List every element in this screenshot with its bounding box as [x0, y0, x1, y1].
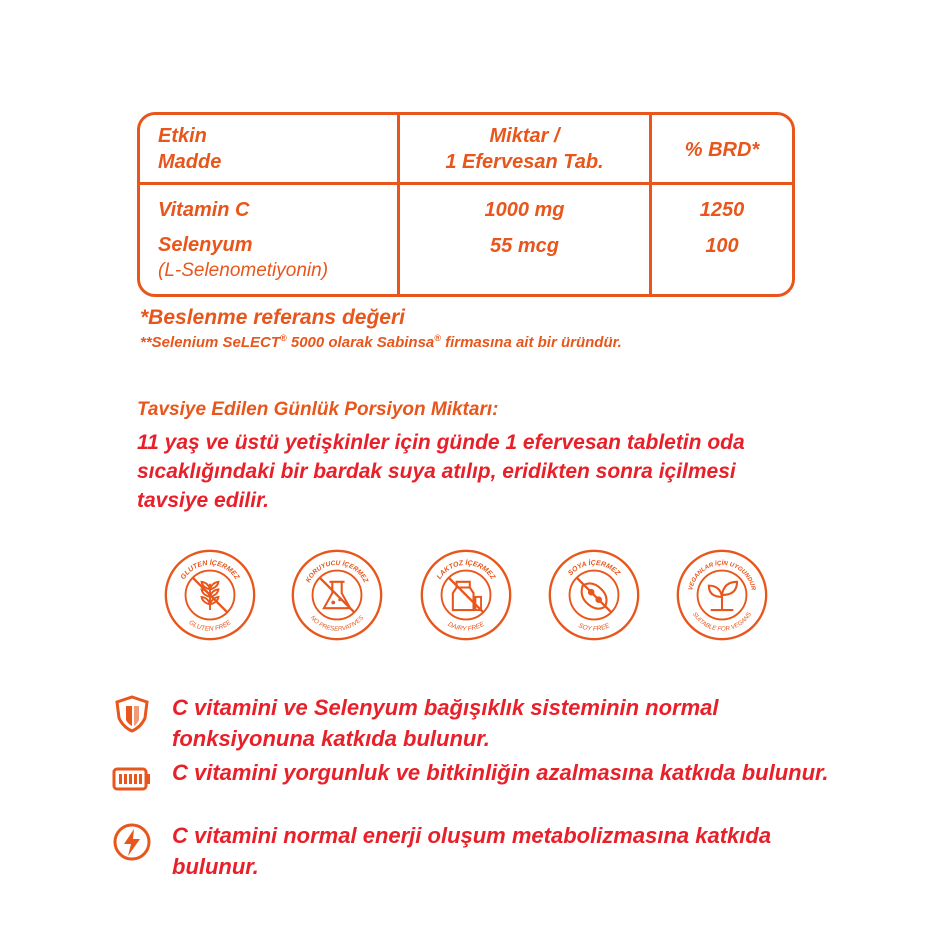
row-amount: 1000 mg [484, 199, 565, 221]
svg-text:GLUTEN İÇERMEZ: GLUTEN İÇERMEZ [179, 559, 241, 581]
svg-text:SOY FREE: SOY FREE [577, 622, 611, 633]
row-subname: (L-Selenometiyonin) [158, 260, 329, 281]
svg-text:DAIRY FREE: DAIRY FREE [446, 620, 486, 633]
vegan-badge [675, 548, 769, 642]
row-amount: 55 mcg [490, 235, 559, 257]
benefit-text: C vitamini yorgunluk ve bitkinliğin azalmasına katkıda bulunur. [172, 760, 829, 785]
svg-text:KORUYUCU İÇERMEZ: KORUYUCU İÇERMEZ [304, 559, 370, 584]
reference-note: *Beslenme referans değeri [140, 306, 405, 329]
row-brd: 1250 [699, 199, 745, 221]
header-brd: % BRD* [684, 139, 760, 161]
svg-text:LAKTOZ İÇERMEZ: LAKTOZ İÇERMEZ [435, 559, 497, 581]
gluten-free-badge [163, 548, 257, 642]
row-name: Selenyum [158, 234, 253, 256]
row-brd: 100 [705, 235, 739, 257]
shield-icon [112, 694, 152, 734]
milk-icon [419, 548, 513, 642]
svg-text:GLUTEN FREE: GLUTEN FREE [187, 619, 233, 633]
selenium-note: **Selenium SeLECT® 5000 olarak Sabinsa® firmasına ait bir üründür. [140, 333, 622, 351]
benefit-energy [112, 820, 852, 882]
svg-text:NO PRESERVATIVES: NO PRESERVATIVES [308, 614, 366, 633]
energy-bolt-icon [112, 822, 152, 862]
soybean-icon [547, 548, 641, 642]
flask-icon [290, 548, 384, 642]
benefit-text: C vitamini normal enerji oluşum metabolizmasına katkıda bulunur. [172, 823, 772, 879]
benefit-fatigue [112, 757, 852, 799]
wheat-icon [163, 548, 257, 642]
benefit-text: C vitamini ve Selenyum bağışıklık sisteminin normal fonksiyonuna katkıda bulunur. [172, 695, 719, 751]
battery-icon [112, 759, 152, 799]
nutrition-table [137, 112, 795, 297]
table-divider [140, 182, 792, 185]
no-preservatives-badge [290, 548, 384, 642]
header-amount: Miktar / 1 Efervesan Tab. [445, 125, 604, 173]
svg-text:SOYA İÇERMEZ: SOYA İÇERMEZ [567, 559, 621, 578]
benefit-immune [112, 692, 852, 754]
header-active-ingredient: Etkin Madde [158, 125, 222, 173]
dairy-free-badge [419, 548, 513, 642]
dosage-text: 11 yaş ve üstü yetişkinler için günde 1 efervesan tabletin oda sıcaklığındaki bir bardak suya atılıp, eridikten sonra içilmesi tavsiye edilir. [137, 431, 745, 512]
leaf-icon [675, 548, 769, 642]
dosage-title: Tavsiye Edilen Günlük Porsiyon Miktarı: [137, 399, 499, 420]
row-name: Vitamin C [158, 199, 250, 221]
svg-text:SUITABLE FOR VEGANS: SUITABLE FOR VEGANS [690, 611, 754, 633]
soy-free-badge [547, 548, 641, 642]
svg-text:VEGANLAR İÇİN UYGUNDUR: VEGANLAR İÇİN UYGUNDUR [687, 559, 757, 591]
